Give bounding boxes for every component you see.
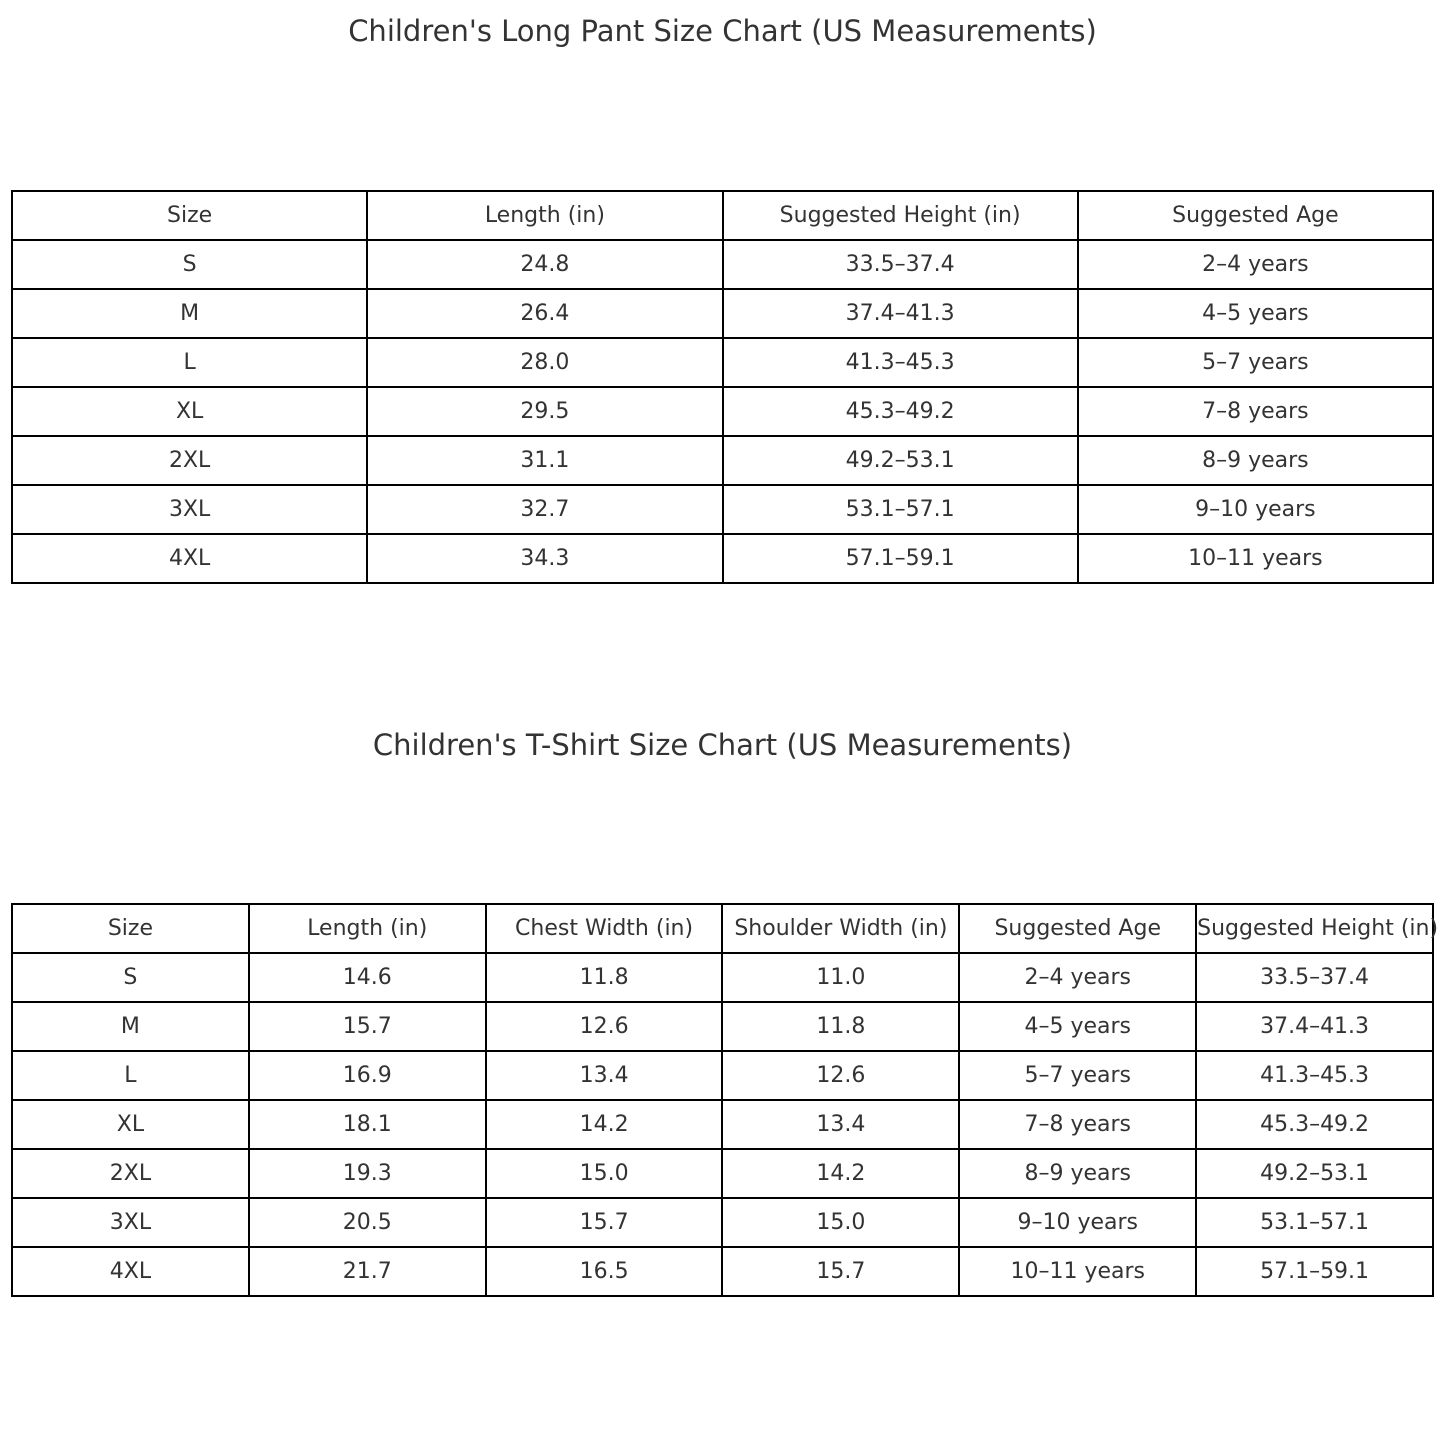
table-row bbox=[12, 534, 1433, 583]
table-row bbox=[12, 1051, 1433, 1100]
table-cell: L bbox=[12, 1051, 249, 1100]
table-cell: S bbox=[12, 240, 367, 289]
table-cell: 10–11 years bbox=[1078, 534, 1433, 583]
table-cell: 15.7 bbox=[722, 1247, 959, 1296]
table-cell: 9–10 years bbox=[959, 1198, 1196, 1247]
table-cell: L bbox=[12, 338, 367, 387]
table-cell: 10–11 years bbox=[959, 1247, 1196, 1296]
table-cell: 29.5 bbox=[367, 387, 722, 436]
table-cell: 15.7 bbox=[249, 1002, 486, 1051]
table-cell: 49.2–53.1 bbox=[723, 436, 1078, 485]
table-cell: 2XL bbox=[12, 436, 367, 485]
table-cell: 3XL bbox=[12, 485, 367, 534]
table-cell: 5–7 years bbox=[959, 1051, 1196, 1100]
column-header: Shoulder Width (in) bbox=[722, 904, 959, 953]
table-cell: 41.3–45.3 bbox=[723, 338, 1078, 387]
table-cell: 14.2 bbox=[486, 1100, 723, 1149]
table-cell: 11.8 bbox=[722, 1002, 959, 1051]
table-cell: 28.0 bbox=[367, 338, 722, 387]
table-cell: 33.5–37.4 bbox=[1196, 953, 1433, 1002]
table-cell: 5–7 years bbox=[1078, 338, 1433, 387]
table-cell: M bbox=[12, 1002, 249, 1051]
column-header: Chest Width (in) bbox=[486, 904, 723, 953]
table-row bbox=[12, 338, 1433, 387]
table-cell: XL bbox=[12, 1100, 249, 1149]
pant-size-table bbox=[11, 190, 1434, 584]
table-cell: 12.6 bbox=[722, 1051, 959, 1100]
table-cell: 20.5 bbox=[249, 1198, 486, 1247]
table-cell: 37.4–41.3 bbox=[723, 289, 1078, 338]
table-cell: 57.1–59.1 bbox=[723, 534, 1078, 583]
table-cell: 16.5 bbox=[486, 1247, 723, 1296]
table-cell: 21.7 bbox=[249, 1247, 486, 1296]
table-cell: 32.7 bbox=[367, 485, 722, 534]
table-cell: 4XL bbox=[12, 1247, 249, 1296]
table-row bbox=[12, 1100, 1433, 1149]
table-cell: 18.1 bbox=[249, 1100, 486, 1149]
table-row bbox=[12, 1198, 1433, 1247]
table-cell: 49.2–53.1 bbox=[1196, 1149, 1433, 1198]
header-row bbox=[12, 904, 1433, 953]
tshirt-chart-title: Children's T-Shirt Size Chart (US Measurements) bbox=[372, 728, 1073, 762]
table-cell: 4–5 years bbox=[959, 1002, 1196, 1051]
table-cell: 11.8 bbox=[486, 953, 723, 1002]
table-cell: 11.0 bbox=[722, 953, 959, 1002]
table-row bbox=[12, 436, 1433, 485]
table-cell: XL bbox=[12, 387, 367, 436]
table-cell: 2XL bbox=[12, 1149, 249, 1198]
header-row bbox=[12, 191, 1433, 240]
table-cell: 7–8 years bbox=[1078, 387, 1433, 436]
column-header: Size bbox=[12, 904, 249, 953]
table-cell: 45.3–49.2 bbox=[1196, 1100, 1433, 1149]
table-cell: 53.1–57.1 bbox=[1196, 1198, 1433, 1247]
table-cell: 14.6 bbox=[249, 953, 486, 1002]
table-cell: 2–4 years bbox=[1078, 240, 1433, 289]
table-row bbox=[12, 387, 1433, 436]
column-header: Length (in) bbox=[249, 904, 486, 953]
table-cell: 15.0 bbox=[722, 1198, 959, 1247]
column-header: Suggested Age bbox=[959, 904, 1196, 953]
table-cell: 34.3 bbox=[367, 534, 722, 583]
table-cell: 12.6 bbox=[486, 1002, 723, 1051]
column-header: Size bbox=[12, 191, 367, 240]
table-row bbox=[12, 1002, 1433, 1051]
table-cell: 26.4 bbox=[367, 289, 722, 338]
table-row bbox=[12, 953, 1433, 1002]
table-cell: 2–4 years bbox=[959, 953, 1196, 1002]
tshirt-size-table bbox=[11, 903, 1439, 1297]
table-cell: 41.3–45.3 bbox=[1196, 1051, 1433, 1100]
column-header: Suggested Age bbox=[1078, 191, 1433, 240]
table-cell: 37.4–41.3 bbox=[1196, 1002, 1433, 1051]
pant-chart-title: Children's Long Pant Size Chart (US Measurements) bbox=[348, 14, 1097, 48]
table-row bbox=[12, 1149, 1433, 1198]
table-cell: 16.9 bbox=[249, 1051, 486, 1100]
table-cell: 57.1–59.1 bbox=[1196, 1247, 1433, 1296]
table-cell: 19.3 bbox=[249, 1149, 486, 1198]
table-cell: 15.0 bbox=[486, 1149, 723, 1198]
table-cell: 24.8 bbox=[367, 240, 722, 289]
table-cell: 4–5 years bbox=[1078, 289, 1433, 338]
table-cell: 33.5–37.4 bbox=[723, 240, 1078, 289]
table-cell: 13.4 bbox=[722, 1100, 959, 1149]
table-cell: 8–9 years bbox=[959, 1149, 1196, 1198]
table-row bbox=[12, 485, 1433, 534]
column-header: Length (in) bbox=[367, 191, 722, 240]
table-row bbox=[12, 1247, 1433, 1296]
table-cell: 8–9 years bbox=[1078, 436, 1433, 485]
table-cell: 9–10 years bbox=[1078, 485, 1433, 534]
column-header: Suggested Height (in) bbox=[723, 191, 1078, 240]
table-cell: 4XL bbox=[12, 534, 367, 583]
table-cell: 7–8 years bbox=[959, 1100, 1196, 1149]
column-header: Suggested Height (in) bbox=[1196, 904, 1433, 953]
table-cell: 13.4 bbox=[486, 1051, 723, 1100]
table-cell: 53.1–57.1 bbox=[723, 485, 1078, 534]
table-cell: 15.7 bbox=[486, 1198, 723, 1247]
table-row bbox=[12, 289, 1433, 338]
table-cell: S bbox=[12, 953, 249, 1002]
table-cell: 31.1 bbox=[367, 436, 722, 485]
table-cell: 45.3–49.2 bbox=[723, 387, 1078, 436]
table-cell: 3XL bbox=[12, 1198, 249, 1247]
table-row bbox=[12, 240, 1433, 289]
table-cell: M bbox=[12, 289, 367, 338]
table-cell: 14.2 bbox=[722, 1149, 959, 1198]
